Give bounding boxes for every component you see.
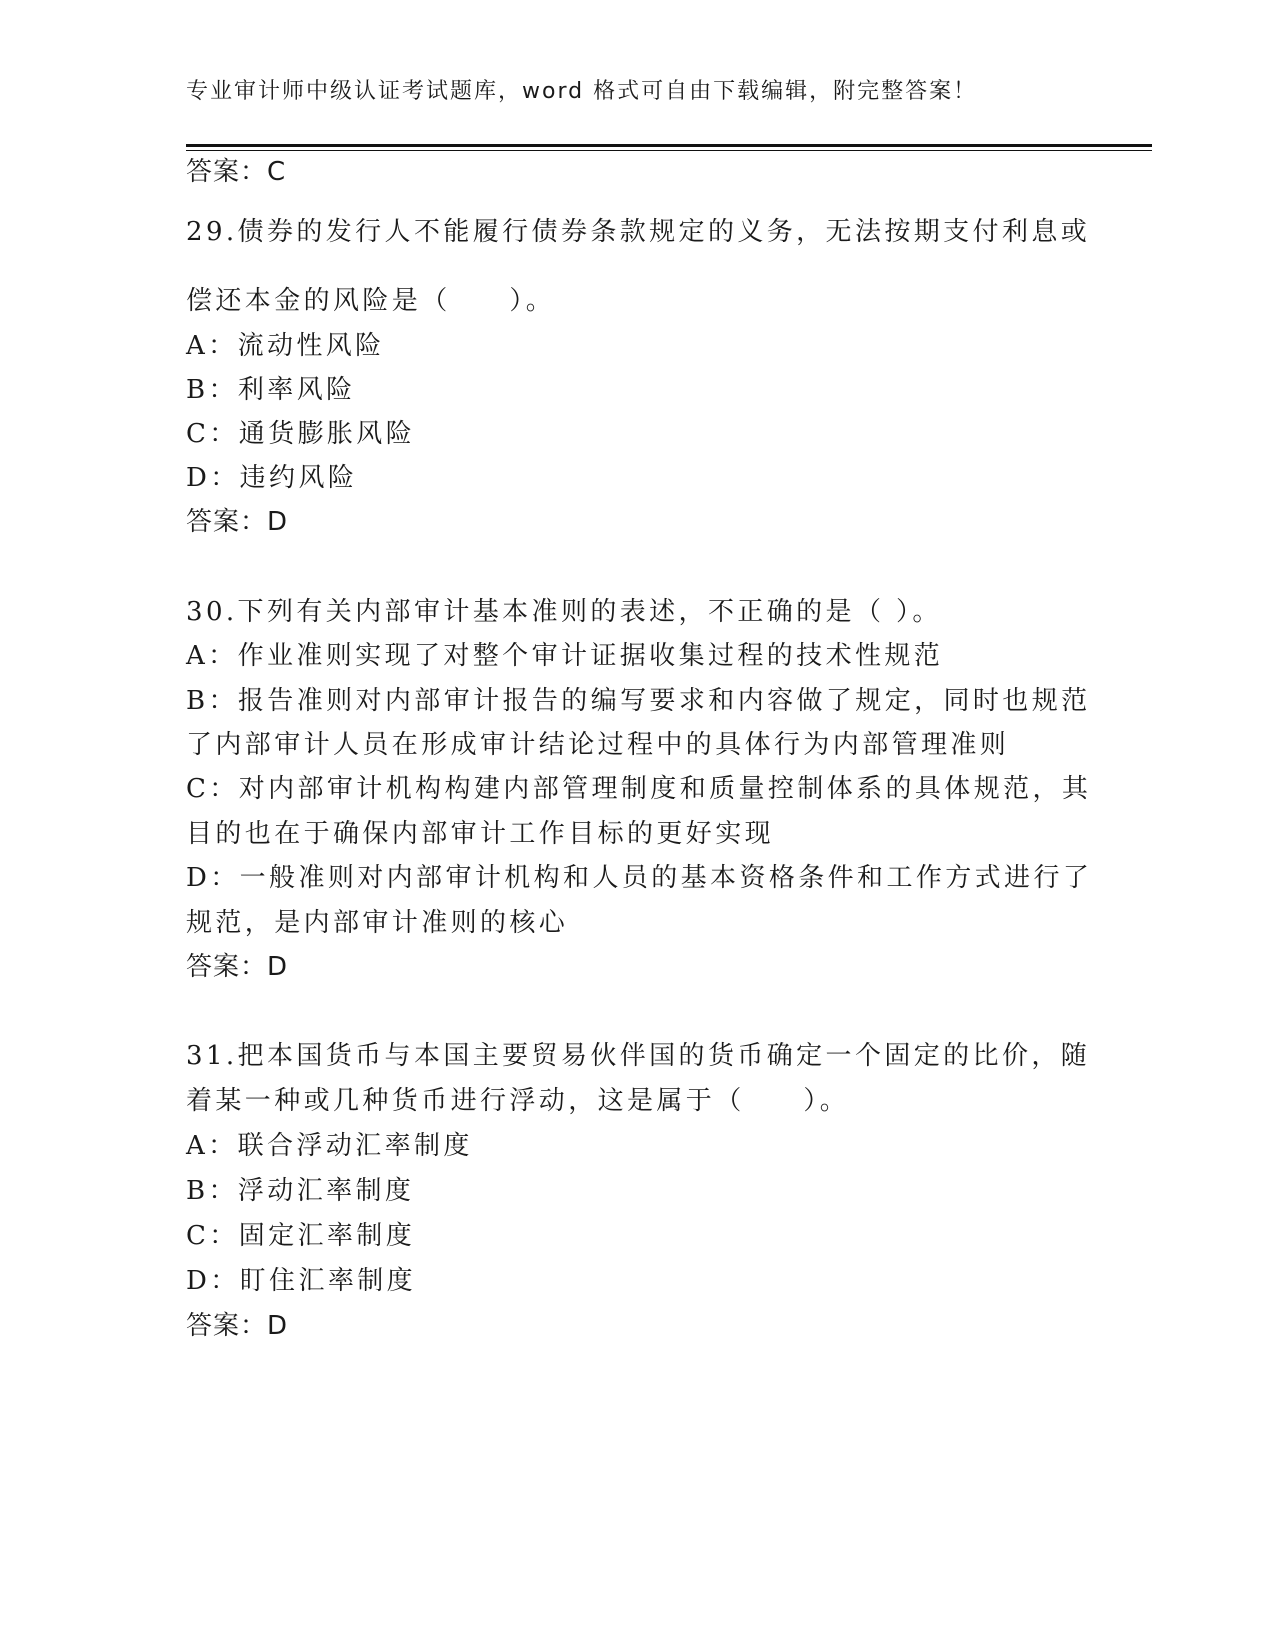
question-30-option-d-line-1: D：一般准则对内部审计机构和人员的基本资格条件和工作方式进行了 <box>186 863 1093 893</box>
question-30-option-b-line-2: 了内部审计人员在形成审计结论过程中的具体行为内部管理准则 <box>186 730 1010 760</box>
question-29-option-b: B：利率风险 <box>186 375 356 405</box>
question-31-stem-line-1: 31.把本国货币与本国主要贸易伙伴国的货币确定一个固定的比价，随 <box>186 1041 1091 1071</box>
answer-31: 答案：D <box>186 1311 289 1341</box>
question-31-option-a: A：联合浮动汇率制度 <box>186 1131 473 1161</box>
question-29-option-d: D：违约风险 <box>186 463 358 493</box>
question-29-option-a: A：流动性风险 <box>186 331 385 361</box>
question-30-stem-line-1: 30.下列有关内部审计基本准则的表述，不正确的是（ ）。 <box>186 597 942 627</box>
question-30-option-a: A：作业准则实现了对整个审计证据收集过程的技术性规范 <box>186 641 944 671</box>
question-31-option-b: B：浮动汇率制度 <box>186 1176 415 1206</box>
question-29-option-c: C：通货膨胀风险 <box>186 419 416 449</box>
page-header: 专业审计师中级认证考试题库，word 格式可自由下载编辑，附完整答案！ <box>186 79 978 104</box>
answer-28: 答案：C <box>186 157 287 187</box>
question-30-option-c-line-2: 目的也在于确保内部审计工作目标的更好实现 <box>186 819 775 849</box>
answer-29: 答案：D <box>186 507 289 537</box>
header-rule-thin <box>186 150 1152 151</box>
question-29-stem-line-1: 29.债券的发行人不能履行债券条款规定的义务，无法按期支付利息或 <box>186 217 1091 247</box>
question-30-option-b-line-1: B：报告准则对内部审计报告的编写要求和内容做了规定，同时也规范 <box>186 686 1091 716</box>
question-29-stem-line-2: 偿还本金的风险是（ ）。 <box>186 286 556 316</box>
question-30-option-d-line-2: 规范，是内部审计准则的核心 <box>186 908 569 938</box>
question-31-option-c: C：固定汇率制度 <box>186 1221 416 1251</box>
question-31-stem-line-2: 着某一种或几种货币进行浮动，这是属于（ ）。 <box>186 1086 850 1116</box>
question-31-option-d: D：盯住汇率制度 <box>186 1266 417 1296</box>
header-rule-thick <box>186 144 1152 147</box>
question-30-option-c-line-1: C：对内部审计机构构建内部管理制度和质量控制体系的具体规范，其 <box>186 774 1092 804</box>
answer-30: 答案：D <box>186 952 289 982</box>
